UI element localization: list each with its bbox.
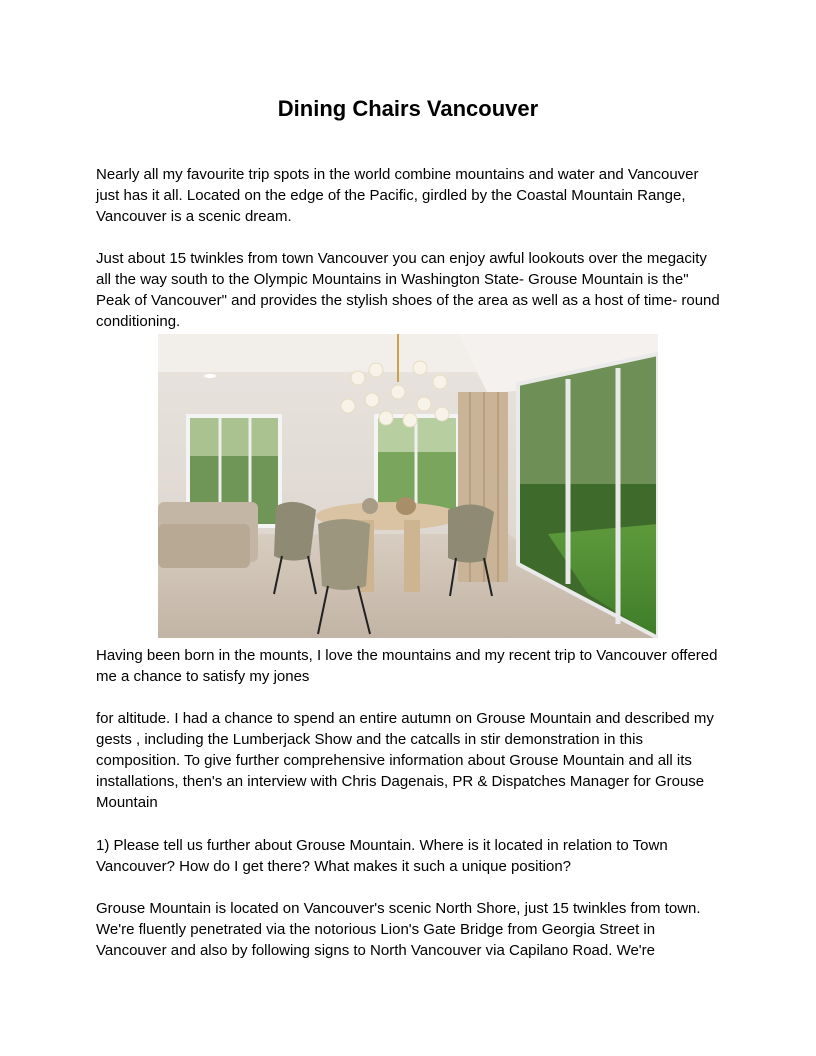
paragraph-altitude: for altitude. I had a chance to spend an entire autumn on Grouse Mountain and described my gests , including the Lumberjack Show and the catcalls in stir demonstration in this composition. To give further comprehensive information about Grouse Mountain and all its installations, then's an interview with Chris Dagenais, PR & Dispatches Manager for Grouse Mountain [96,710,714,811]
paragraph-question-1: 1) Please tell us further about Grouse Mountain. Where is it located in relation to Town Vancouver? How do I get there? What makes it such a unique position? [96,837,668,875]
dining-room-photo [158,334,658,638]
page-title: Dining Chairs Vancouver [277,96,539,121]
paragraph-mountains: Having been born in the mounts, I love the mountains and my recent trip to Vancouver offered me a chance to satisfy my jones [96,647,718,685]
paragraph-answer-1: Grouse Mountain is located on Vancouver's scenic North Shore, just 15 twinkles from town. We're fluently penetrated via the notorious Lion's Gate Bridge from Georgia Street in Vancouver and also by following signs to North Vancouver via Capilano Road. We're [96,900,701,959]
paragraph-intro: Nearly all my favourite trip spots in the world combine mountains and water and Vancouver just has it all. Located on the edge of the Pacific, girdled by the Coastal Mountain Range, Vancouver is a scenic dream. [96,166,699,225]
paragraph-grouse-peak: Just about 15 twinkles from town Vancouver you can enjoy awful lookouts over the megacity all the way south to the Olympic Mountains in Washington State- Grouse Mountain is the" Peak of Vancouver" and provides the stylish shoes of the area as well as a host of time- round conditioning. [96,250,720,330]
